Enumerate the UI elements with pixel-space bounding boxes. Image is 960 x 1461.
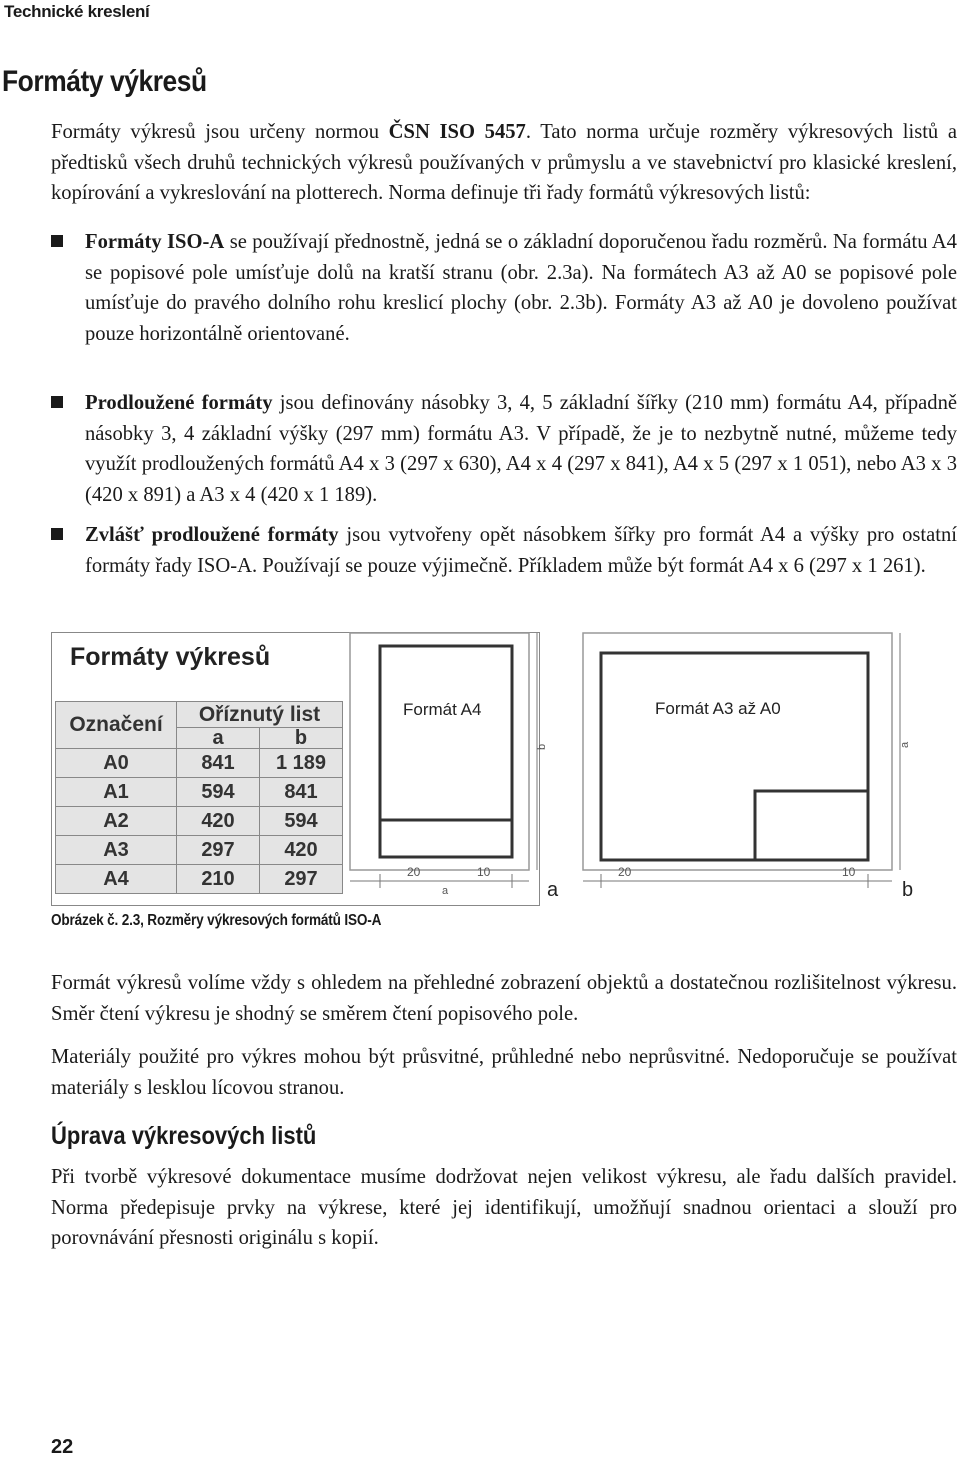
subfigure-label: a [547,879,559,901]
intro-text-2: . Tato norma určuje rozměry výkresových listů a předtisků všech druhů technických výkresů používaných v průmyslu a ve stavebnictví pro klasické kreslení, kopírování a vykreslování na plotterech. Norma definuje tři řady formátů výkresových listů: [51,121,958,205]
cell-a: 420 [177,807,260,836]
running-header: Technické kreslení [4,2,150,21]
list-item-term: Zvlášť prodloužené formáty [85,524,339,546]
list-item-term: Prodloužené formáty [85,392,273,414]
formats-table [55,701,343,894]
title-block [755,791,868,860]
paragraph: Materiály použité pro výkres mohou být průsvitné, průhledné nebo neprůsvitné. Nedoporučuje se používat materiály s lesklou lícovou stranou. [51,1046,957,1099]
table-row [56,778,343,807]
dimension-label-b: b [536,743,548,750]
dimension-label-20: 20 [618,865,632,879]
dimension-label-a: a [899,741,911,748]
list-item [51,227,957,349]
a4-sheet-drawing [349,632,579,908]
section-title: Úprava výkresových listů [51,1122,317,1150]
list-item-term: Formáty ISO-A [85,231,225,253]
a3-a0-sheet-drawing [582,632,927,908]
cell-b: 420 [260,836,343,865]
column-header-a: a [177,728,260,749]
cell-a: 210 [177,865,260,894]
column-header-label: Označení [56,702,177,749]
cell-b: 1 189 [260,749,343,778]
format-label: Formát A3 až A0 [655,699,781,718]
list-item-text: se používají přednostně, jedná se o základní doporučenou řadu rozměrů. Na formátu A4 se popisové pole umísťuje dolů na kratší stranu (obr. 2.3a). Na formátech A3 až A0 se popisové pole umísťuje do pravého dolního rohu kreslicí plochy (obr. 2.3b). Formáty A3 až A0 je dovoleno používat pouze horizontálně orientované. [85,231,957,345]
bullet-square-icon [51,528,63,540]
cell-a: 841 [177,749,260,778]
sheet-outer-edge [583,633,892,870]
format-label: Formát A4 [403,700,482,719]
paragraph: Při tvorbě výkresové dokumentace musíme dodržovat nejen velikost výkresu, ale řadu dalších pravidel. Norma předepisuje prvky na výkrese, které jej identifikují, umožňují snadnou orientaci a slouží pro porovnávání přesnosti originálu s kopií. [51,1166,957,1250]
sheet-outer-edge [350,633,529,870]
table-row [56,749,343,778]
dimension-label-20: 20 [407,865,421,879]
section-title: Formáty výkresů [2,65,207,98]
paragraph: Formát výkresů volíme vždy s ohledem na přehledné zobrazení objektů a dostatečnou rozlišitelnost výkresu. Směr čtení výkresu je shodný se směrem čtení popisového pole. [51,972,957,1025]
dimension-label-10: 10 [477,865,491,879]
title-block [380,820,512,857]
table-row [56,807,343,836]
table-row [56,865,343,894]
row-label: A1 [56,778,177,807]
table-row [56,836,343,865]
intro-paragraph [51,117,957,209]
cell-b: 297 [260,865,343,894]
cell-b: 594 [260,807,343,836]
dimension-label-10: 10 [842,865,856,879]
row-label: A4 [56,865,177,894]
page-number: 22 [51,1436,74,1458]
figure-caption: Obrázek č. 2.3, Rozměry výkresových formátů ISO-A [51,912,382,929]
subfigure-label: b [902,879,914,901]
row-label: A0 [56,749,177,778]
bullet-square-icon [51,396,63,408]
drawing-frame [601,653,868,860]
drawing-frame [380,646,512,857]
list-item-text: jsou vytvořeny opět násobkem šířky pro formát A4 a výšky pro ostatní formáty řady ISO-A. Používají se pouze výjimečně. Příkladem může být formát A4 x 6 (297 x 1 261). [85,524,957,577]
norm-reference: ČSN ISO 5457 [388,121,526,143]
cell-a: 594 [177,778,260,807]
list-item-text: jsou definovány násobky 3, 4, 5 základní šířky (210 mm) formátu A4, případně násobky 3, 4 základní výšky (297 mm) formátu A3. V případě, že je to nezbytně nutné, můžeme tedy využít prodloužených formátů A4 x 3 (297 x 630), A4 x 4 (297 x 841), A4 x 5 (297 x 1 051), nebo A3 x 3 (420 x 891) a A3 x 4 (420 x 1 189). [85,392,958,506]
intro-text-1: Formáty výkresů jsou určeny normou [51,121,389,143]
column-header-group: Oříznutý list [177,702,343,728]
column-header-b: b [260,728,343,749]
cell-b: 841 [260,778,343,807]
dimension-label-a: a [442,885,449,897]
list-item [51,520,957,581]
list-item [51,388,957,510]
bullet-square-icon [51,235,63,247]
row-label: A2 [56,807,177,836]
table-title: Formáty výkresů [70,643,271,671]
row-label: A3 [56,836,177,865]
cell-a: 297 [177,836,260,865]
